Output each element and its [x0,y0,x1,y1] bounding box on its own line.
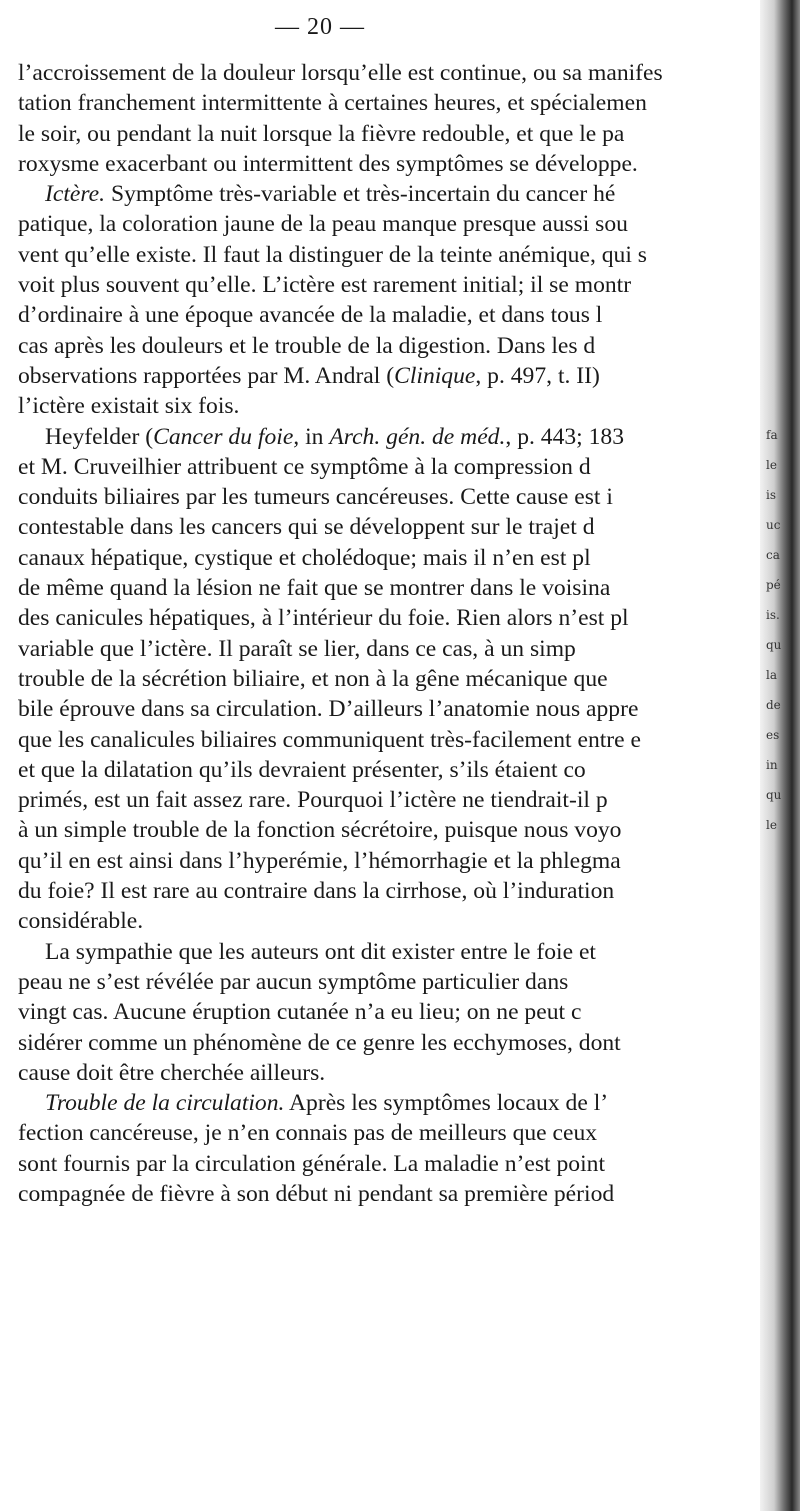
bleed-fragment: de [766,698,781,712]
section-heading-trouble: Trouble de la circulation. [45,1090,285,1117]
bleed-fragment: le [766,818,777,832]
bleed-fragment: uc [766,518,781,532]
text-line: fection cancéreuse, je n’en connais pas de meilleurs que ceux [18,1120,598,1147]
text-line: canaux hépatique, cystique et cholédoque; mais il n’en est pl [18,544,591,571]
citation-ref: , p. 443; 183 [505,423,625,450]
text-run: Après les symptômes locaux de l’ [284,1090,609,1117]
text-run: Symptôme très-variable et très-incertain du cancer hé [110,181,616,208]
text-line: trouble de la sécrétion biliaire, et non à la gêne mécanique que [18,665,608,692]
text-line: tation franchement intermittente à certaines heures, et spécialemen [18,90,647,117]
text-line: vent qu’elle existe. Il faut la distinguer de la teinte anémique, qui s [18,241,647,268]
bleed-fragment: ca [766,548,780,562]
bleed-fragment: is [766,488,776,502]
text-line: variable que l’ictère. Il paraît se lier, dans ce cas, à un simp [18,635,576,662]
citation-title: Cancer du foie, [153,423,300,450]
text-line: que les canalicules biliaires communiquent très-facilement entre e [18,726,642,753]
text-line: des canicules hépatiques, à l’intérieur du foie. Rien alors n’est pl [18,605,629,632]
text-line: roxysme exacerbant ou intermittent des symptômes se développe. [18,150,638,177]
adjacent-page-bleed [766,420,796,1220]
bleed-fragment: qu [766,788,782,802]
text-line: et que la dilatation qu’ils devraient présenter, s’ils étaient co [18,756,586,783]
text-line: le soir, ou pendant la nuit lorsque la fièvre redouble, et que le pa [18,120,625,147]
text-line: d’ordinaire à une époque avancée de la maladie, et dans tous l [18,302,603,329]
citation-ref: , p. 497, t. II) [475,362,600,389]
bleed-fragment: in [766,758,778,772]
citation-journal: Arch. gén. de méd. [329,423,506,450]
text-line [18,361,763,391]
text-line: cas après les douleurs et le trouble de la digestion. Dans les d [18,332,596,359]
text-line: l’accroissement de la douleur lorsqu’elle est continue, ou sa manifes [18,60,663,86]
text-line: patique, la coloration jaune de la peau manque presque aussi sou [18,211,628,238]
text-line: cause doit être cherchée ailleurs. [18,1059,326,1086]
text-line: l’ictère existait six fois. [18,393,240,420]
text-run: Heyfelder ( [45,423,154,450]
text-line [18,1088,763,1118]
text-line: vingt cas. Aucune éruption cutanée n’a eu lieu; on ne peut c [18,999,582,1026]
citation-in: in [299,423,330,450]
body-text [18,58,763,1209]
text-line [18,422,763,452]
text-line: et M. Cruveilhier attribuent ce symptôme à la compression d [18,453,591,480]
text-line: du foie? Il est rare au contraire dans la cirrhose, où l’induration [18,878,615,905]
text-line [18,179,763,209]
text-line: compagnée de fièvre à son début ni pendant sa première périod [18,1180,615,1207]
bleed-fragment: es [766,728,780,742]
text-line: La sympathie que les auteurs ont dit exister entre le foie et [45,938,596,965]
text-line: qu’il en est ainsi dans l’hyperémie, l’hémorrhagie et la phlegma [18,847,621,874]
text-line: bile éprouve dans sa circulation. D’ailleurs l’anatomie nous appre [18,696,639,723]
bleed-fragment: le [766,458,777,472]
page-number: — 20 — [275,14,365,40]
text-line: sidérer comme un phénomène de ce genre les ecchymoses, dont [18,1029,621,1056]
citation-title: Clinique [394,362,476,389]
bleed-fragment: is. [766,608,780,622]
text-line: contestable dans les cancers qui se développent sur le trajet d [18,514,595,541]
section-heading-ictere: Ictère. [45,181,106,208]
bleed-fragment: pé [766,578,781,592]
text-line: de même quand la lésion ne fait que se montrer dans le voisina [18,575,611,602]
text-line: voit plus souvent qu’elle. L’ictère est rarement initial; il se montr [18,272,632,299]
text-line: considérable. [18,908,144,935]
bleed-fragment: qu [766,638,782,652]
text-line: conduits biliaires par les tumeurs cancéreuses. Cette cause est i [18,484,613,511]
text-line: sont fournis par la circulation générale. La maladie n’est point [18,1150,606,1177]
text-run: observations rapportées par M. Andral ( [18,362,395,389]
text-line: primés, est un fait assez rare. Pourquoi l’ictère ne tiendrait-il p [18,787,608,814]
text-line: peau ne s’est révélée par aucun symptôme particulier dans [18,968,569,995]
text-line: à un simple trouble de la fonction sécrétoire, puisque nous voyo [18,817,622,844]
bleed-fragment: fa [766,428,778,442]
bleed-fragment: la [766,668,777,682]
